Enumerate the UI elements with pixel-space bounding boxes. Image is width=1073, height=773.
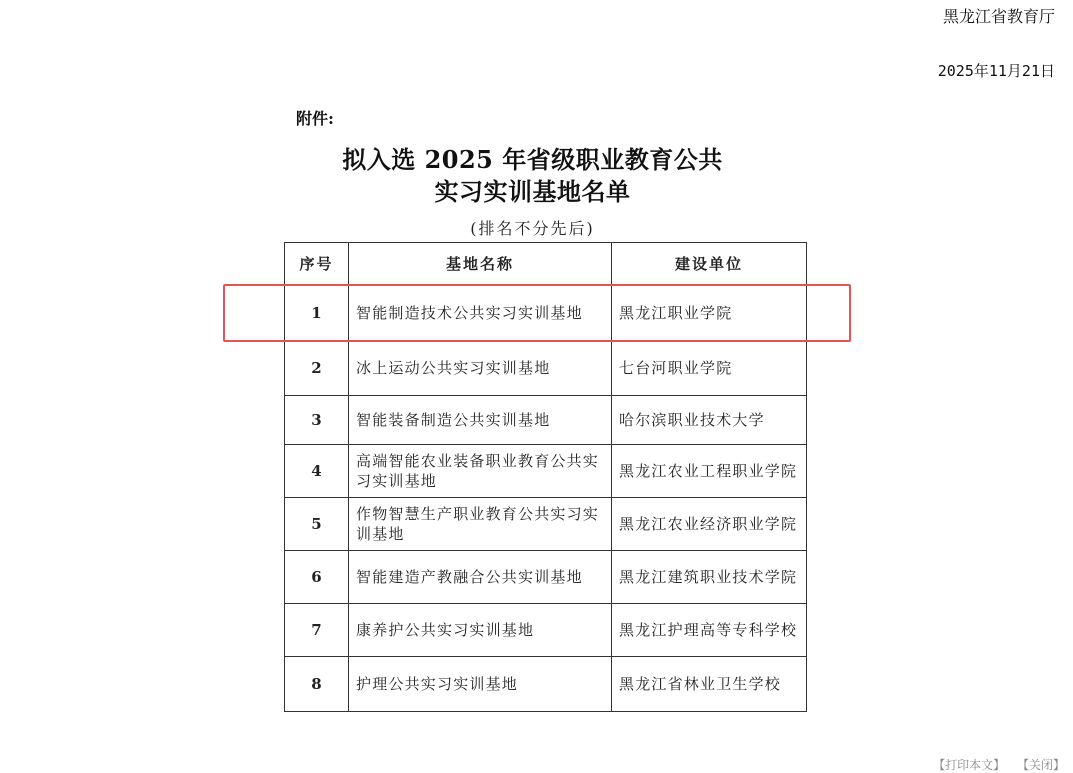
header-serial: 序号 (285, 243, 349, 285)
table-row (285, 285, 807, 341)
row-unit: 黑龙江省林业卫生学校 (612, 657, 807, 712)
row-unit: 黑龙江职业学院 (612, 285, 807, 341)
document-title-line1: 拟入选 2025 年省级职业教育公共 (342, 145, 723, 174)
row-base-name: 冰上运动公共实习实训基地 (349, 341, 612, 396)
row-base-name: 作物智慧生产职业教育公共实习实训基地 (349, 498, 612, 551)
row-unit: 哈尔滨职业技术大学 (612, 396, 807, 445)
row-unit: 黑龙江建筑职业技术学院 (612, 551, 807, 604)
issuer-name: 黑龙江省教育厅 (942, 7, 1055, 26)
base-list-table (284, 242, 807, 712)
row-base-name: 智能建造产教融合公共实训基地 (349, 551, 612, 604)
row-unit: 黑龙江农业经济职业学院 (612, 498, 807, 551)
row-serial: 2 (285, 341, 349, 396)
row-base-name: 康养护公共实习实训基地 (349, 604, 612, 657)
table-row (285, 498, 807, 551)
row-unit: 七台河职业学院 (612, 341, 807, 396)
attachment-label: 附件: (296, 109, 334, 128)
table-header-row (285, 243, 807, 285)
footer-actions (925, 756, 1065, 773)
header-base-name: 基地名称 (349, 243, 612, 285)
document-title-line2: 实习实训基地名单 (434, 177, 631, 206)
close-link[interactable]: 【关闭】 (1016, 758, 1065, 772)
table-row (285, 396, 807, 445)
row-serial: 3 (285, 396, 349, 445)
row-serial: 6 (285, 551, 349, 604)
table-row (285, 657, 807, 712)
row-serial: 5 (285, 498, 349, 551)
row-serial: 7 (285, 604, 349, 657)
row-unit: 黑龙江护理高等专科学校 (612, 604, 807, 657)
document-subtitle: (排名不分先后) (470, 219, 595, 238)
table-row (285, 445, 807, 498)
table-row (285, 341, 807, 396)
row-base-name: 智能装备制造公共实训基地 (349, 396, 612, 445)
row-base-name: 智能制造技术公共实习实训基地 (349, 285, 612, 341)
row-base-name: 护理公共实习实训基地 (349, 657, 612, 712)
row-serial: 1 (285, 285, 349, 341)
row-serial: 4 (285, 445, 349, 498)
row-unit: 黑龙江农业工程职业学院 (612, 445, 807, 498)
table-row (285, 551, 807, 604)
print-article-link[interactable]: 【打印本文】 (933, 758, 1006, 772)
table-row (285, 604, 807, 657)
row-base-name: 高端智能农业装备职业教育公共实习实训基地 (349, 445, 612, 498)
publish-date: 2025年11月21日 (937, 62, 1055, 80)
row-serial: 8 (285, 657, 349, 712)
header-unit: 建设单位 (612, 243, 807, 285)
